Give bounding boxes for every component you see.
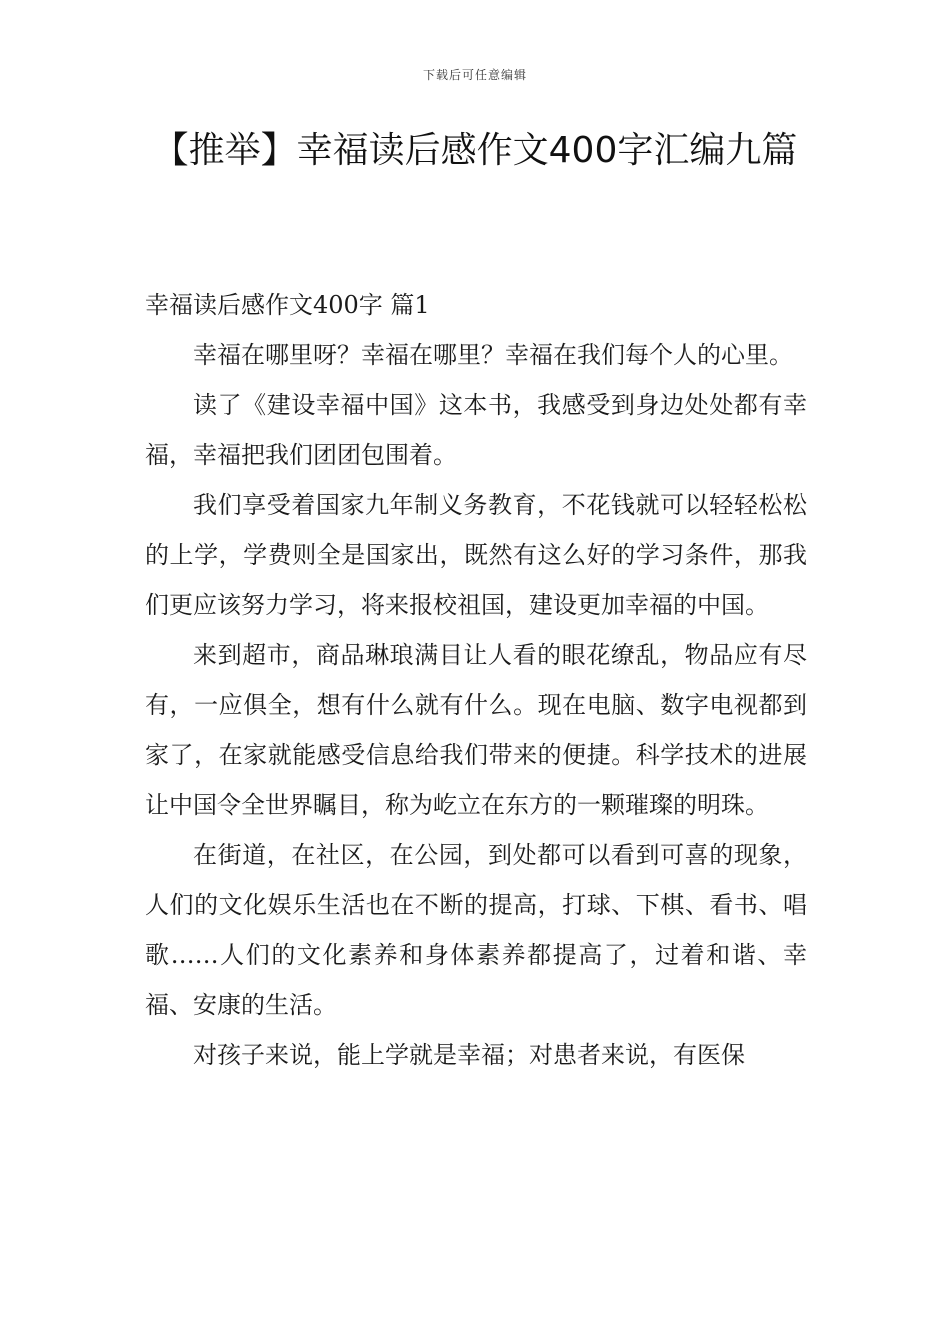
paragraph-1: 幸福在哪里呀？幸福在哪里？幸福在我们每个人的心里。 [193,341,793,369]
section-heading: 幸福读后感作文400字 篇1 [145,291,430,319]
header-note: 下载后可任意编辑 [422,68,527,82]
paragraph-3: 我们享受着国家九年制义务教育，不花钱就可以轻轻松松的上学，学费则全是国家出，既然有这么好的学习条件，那我们更应该努力学习，将来报校祖国，建设更加幸福的中国。 [145,491,807,619]
paragraph-6: 对孩子来说，能上学就是幸福；对患者来说，有医保 [193,1041,745,1069]
document-title: 【推举】幸福读后感作文400字汇编九篇 [152,130,798,171]
paragraph-2: 读了《建设幸福中国》这本书，我感受到身边处处都有幸福，幸福把我们团团包围着。 [145,391,807,469]
paragraph-4: 来到超市，商品琳琅满目让人看的眼花缭乱，物品应有尽有，一应俱全，想有什么就有什么。现在电脑、数字电视都到家了，在家就能感受信息给我们带来的便捷。科学技术的进展让中国令全世界瞩目，称为屹立在东方的一颗璀璨的明珠。 [145,641,807,819]
document-body [145,280,807,1080]
paragraph-5: 在街道，在社区，在公园，到处都可以看到可喜的现象，人们的文化娱乐生活也在不断的提高，打球、下棋、看书、唱歌……人们的文化素养和身体素养都提高了，过着和谐、幸福、安康的生活。 [145,841,807,1019]
